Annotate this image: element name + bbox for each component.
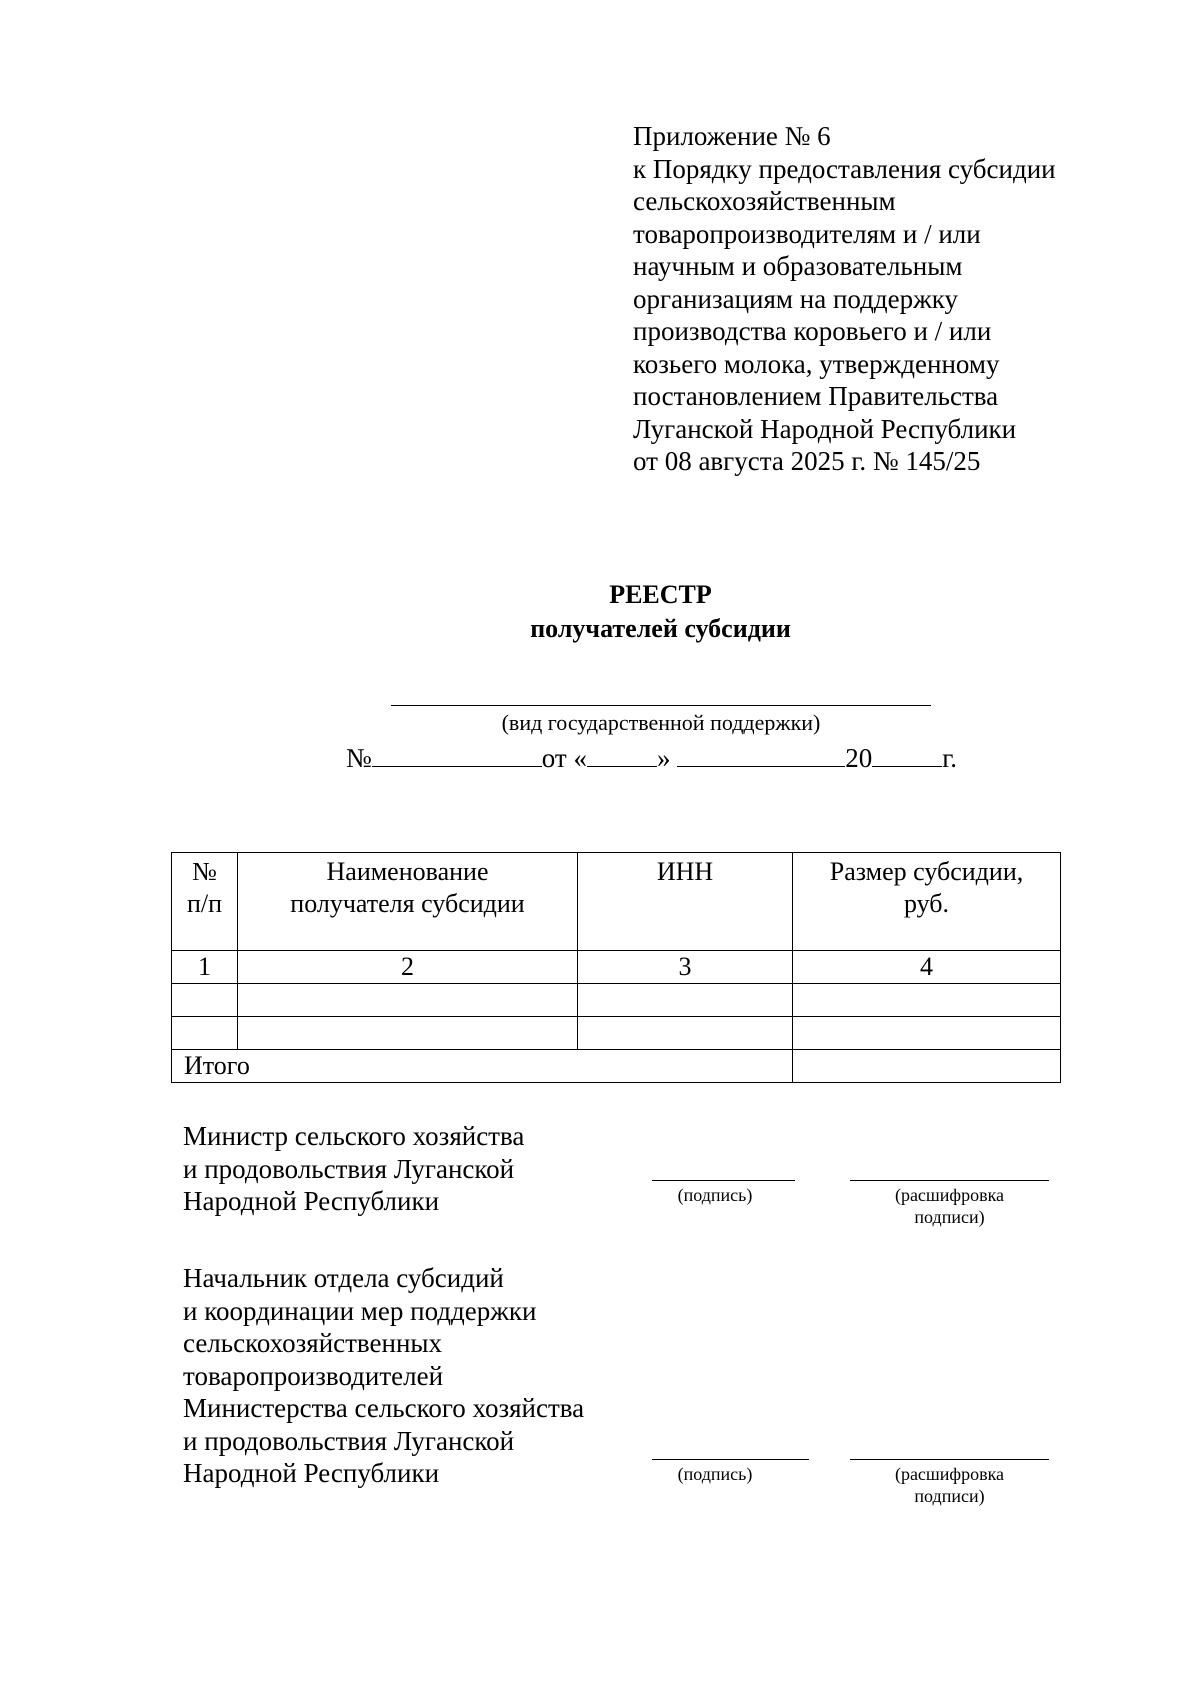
total-row [172, 1050, 1061, 1083]
table-row [172, 1017, 1061, 1050]
year-prefix: 20 [845, 743, 873, 773]
document-title [0, 578, 1200, 646]
year-blank[interactable] [872, 740, 942, 767]
column-number-row [172, 951, 1061, 984]
title-line-1: РЕЕСТР [609, 580, 712, 609]
year-suffix: г. [942, 743, 957, 773]
table-cell[interactable] [578, 1017, 793, 1050]
registry-table [171, 852, 1061, 1083]
appendix-line: производства коровьего и / или [633, 316, 992, 346]
signature-blank[interactable] [652, 1459, 809, 1460]
signature-blank[interactable] [652, 1180, 795, 1181]
position-line: Начальник отдела субсидий [183, 1263, 504, 1293]
support-type-blank[interactable] [391, 705, 931, 706]
appendix-line: Приложение № 6 [633, 121, 831, 151]
table-cell[interactable] [238, 1017, 578, 1050]
position-line: Министр сельского хозяйства [183, 1121, 525, 1151]
header-inn: ИНН [578, 853, 793, 951]
appendix-line: товаропроизводителям и / или [633, 218, 981, 249]
column-number: 2 [238, 951, 578, 984]
appendix-note [633, 120, 1153, 478]
position-line: Министерства сельского хозяйства [183, 1393, 585, 1423]
position-line: и продовольствия Луганской [183, 1425, 515, 1456]
signature-decode-blank[interactable] [850, 1459, 1049, 1460]
table-cell[interactable] [238, 984, 578, 1017]
total-label: Итого [172, 1050, 793, 1083]
table-cell[interactable] [172, 984, 238, 1017]
position-line: и продовольствия Луганской [183, 1153, 515, 1184]
signature-decode-blank[interactable] [850, 1180, 1049, 1181]
appendix-line: постановлением Правительства [633, 381, 999, 411]
number-blank[interactable] [372, 740, 542, 767]
signatory-minister [183, 1120, 524, 1218]
header-subsidy-amount: Размер субсидии, руб. [793, 853, 1061, 951]
signatory-department-head [183, 1262, 584, 1490]
column-number: 1 [172, 951, 238, 984]
table-cell[interactable] [793, 984, 1061, 1017]
signature-decode-caption: (расшифровка подписи) [894, 1464, 1005, 1506]
appendix-line: сельскохозяйственным [633, 186, 896, 216]
header-recipient-name: Наименование получателя субсидии [238, 853, 578, 951]
appendix-line: организациям на поддержку [633, 283, 958, 314]
position-line: Народной Республики [183, 1186, 440, 1216]
table-cell[interactable] [578, 984, 793, 1017]
column-number: 4 [793, 951, 1061, 984]
position-line: и координации мер поддержки [183, 1295, 537, 1326]
month-blank[interactable] [677, 740, 845, 767]
total-value-cell[interactable] [793, 1050, 1061, 1083]
number-sign: № [346, 743, 372, 773]
signature-caption: (подпись) [677, 1464, 753, 1484]
position-line: сельскохозяйственных [183, 1328, 443, 1358]
signature-decode-caption: (расшифровка подписи) [894, 1185, 1005, 1227]
header-number: № п/п [172, 853, 238, 951]
table-cell[interactable] [172, 1017, 238, 1050]
appendix-line: к Порядку предоставления субсидии [633, 153, 1056, 184]
number-date-line [346, 740, 957, 775]
from-label: от « [541, 743, 587, 773]
appendix-line: научным и образовательным [633, 251, 963, 281]
appendix-line: от 08 августа 2025 г. № 145/25 [633, 446, 981, 476]
appendix-line: Луганской Народной Республики [633, 413, 1017, 444]
table-cell[interactable] [793, 1017, 1061, 1050]
position-line: товаропроизводителей [183, 1360, 444, 1391]
table-row [172, 984, 1061, 1017]
day-blank[interactable] [587, 740, 657, 767]
support-type-caption: (вид государственной поддержки) [501, 710, 821, 735]
signature-caption: (подпись) [677, 1185, 753, 1205]
column-number: 3 [578, 951, 793, 984]
title-line-2: получателей субсидии [530, 614, 791, 643]
appendix-line: козьего молока, утвержденному [633, 348, 1000, 379]
close-quote: » [656, 743, 671, 773]
position-line: Народной Республики [183, 1458, 440, 1488]
table-header-row [172, 853, 1061, 951]
